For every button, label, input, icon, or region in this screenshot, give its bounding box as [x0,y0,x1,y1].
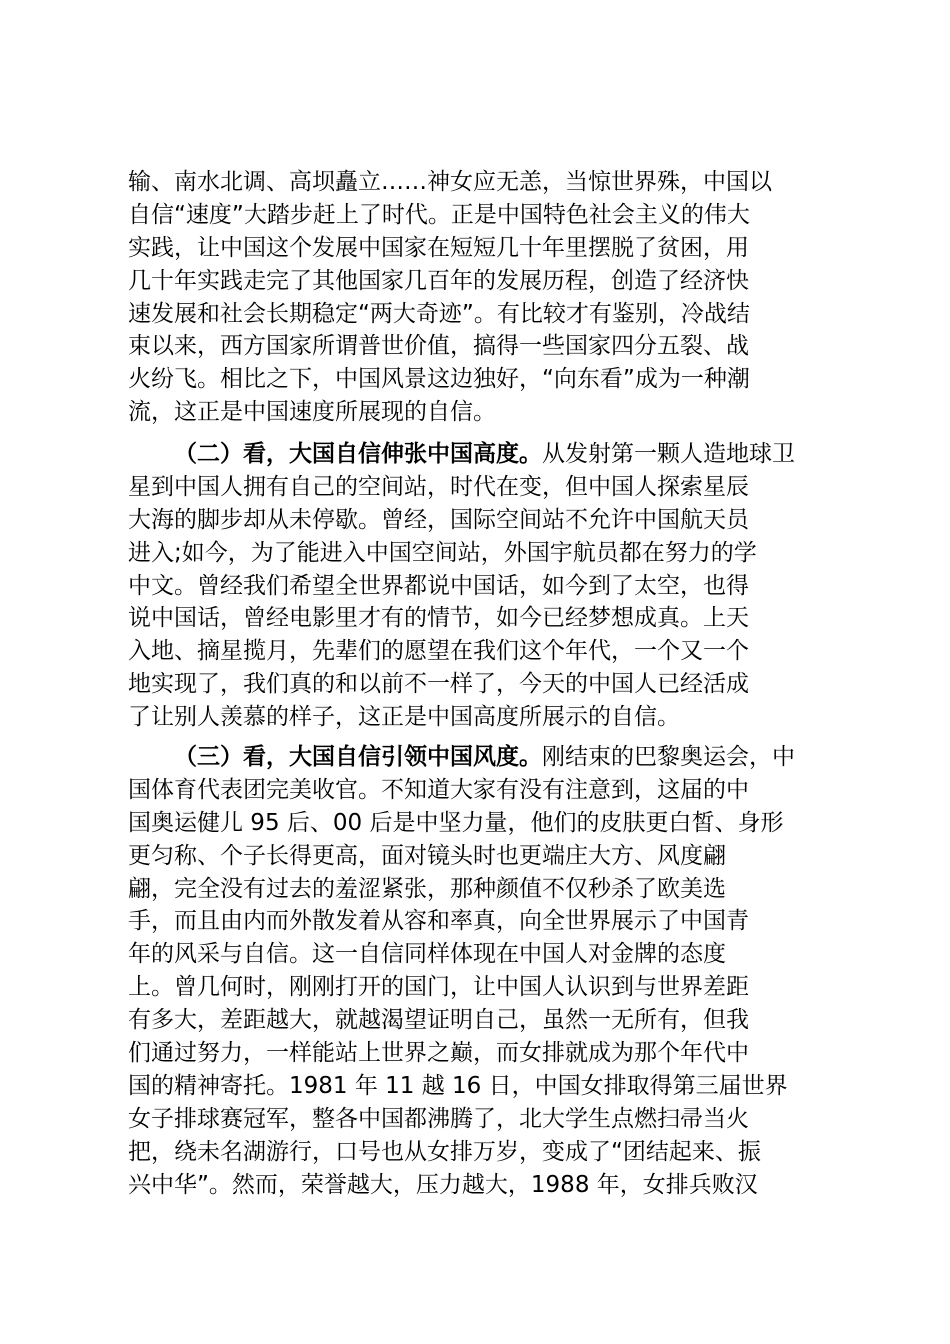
text-line: 国奥运健儿 95 后、00 后是中坚力量，他们的皮肤更白皙、身形 [128,809,784,836]
text-line: 们通过努力，一样能站上世界之巅，而女排就成为那个年代中 [128,1040,749,1067]
text-run: 从发射第一颗人造地球卫 [542,441,795,467]
text-line: 实践，让中国这个发展中国家在短短几十年里摆脱了贫困，用 [128,234,749,261]
paragraph-height [128,438,828,734]
text-line: 星到中国人拥有自己的空间站，时代在变，但中国人探索星辰 [128,473,749,500]
text-line: 进入;如今，为了能进入中国空间站，外国宇航员都在努力的学 [128,539,757,566]
text-line: 自信“速度”大踏步赶上了时代。正是中国特色社会主义的伟大 [128,201,750,228]
text-line: 有多大，差距越大，就越渴望证明自己，虽然一无所有，但我 [128,1007,749,1034]
text-line: 几十年实践走完了其他国家几百年的发展历程，创造了经济快 [128,267,749,294]
text-line: 国的精神寄托。1981 年 11 越 16 日，中国女排取得第三届世界 [128,1072,788,1099]
text-line: 输、南水北调、高坝矗立……神女应无恙，当惊世界殊，中国以 [128,169,772,195]
text-line: 年的风采与自信。这一自信同样体现在中国人对金牌的态度 [128,941,726,968]
text-line: 中文。曾经我们希望全世界都说中国话，如今到了太空，也得 [128,572,749,599]
text-line: 手，而且由内而外散发着从容和率真，向全世界展示了中国青 [128,908,749,935]
text-line: 入地、摘星揽月，先辈们的愿望在我们这个年代，一个又一个 [128,638,749,665]
text-run: 刚结束的巴黎奥运会，中 [542,744,795,770]
text-line: 女子排球赛冠军，整各中国都沸腾了，北大学生点燃扫帚当火 [128,1105,749,1132]
text-line: 翩，完全没有过去的羞涩紧张，那种颜值不仅秒杀了欧美选 [128,875,726,902]
paragraph-first-line [128,438,828,471]
text-line: 火纷飞。相比之下，中国风景这边独好，“向东看”成为一种潮 [128,366,750,393]
text-line: 了让别人羡慕的样子，这正是中国高度所展示的自信。 [128,704,680,731]
text-line: 流，这正是中国速度所展现的自信。 [128,399,496,426]
text-line: 国体育代表团完美收官。不知道大家有没有注意到，这届的中 [128,776,749,803]
text-line: 地实现了，我们真的和以前不一样了，今天的中国人已经活成 [128,671,749,698]
text-line: 兴中华”。然而，荣誉越大，压力越大，1988 年，女排兵败汉 [128,1171,758,1198]
text-line: 速发展和社会长期稳定“两大奇迹”。有比较才有鉴别，冷战结 [128,300,750,327]
text-line: 大海的脚步却从未停歇。曾经，国际空间站不允许中国航天员 [128,506,749,533]
section-heading: （三）看，大国自信引领中国风度。 [174,743,542,770]
text-line: 把，绕未名湖游行，口号也从女排万岁，变成了“团结起来、振 [128,1138,761,1165]
text-line: 上。曾几何时，刚刚打开的国门，让中国人认识到与世界差距 [128,974,749,1001]
text-line: 说中国话，曾经电影里才有的情节，如今已经梦想成真。上天 [128,605,749,632]
section-heading: （二）看，大国自信伸张中国高度。 [174,440,542,467]
paragraph-first-line [128,741,828,774]
text-line: 束以来，西方国家所谓普世价值，搞得一些国家四分五裂、战 [128,333,749,360]
paragraph-intro [128,166,828,429]
text-line: 更匀称、个子长得更高，面对镜头时也更端庄大方、风度翩 [128,842,726,869]
paragraph-grace [128,741,828,1201]
